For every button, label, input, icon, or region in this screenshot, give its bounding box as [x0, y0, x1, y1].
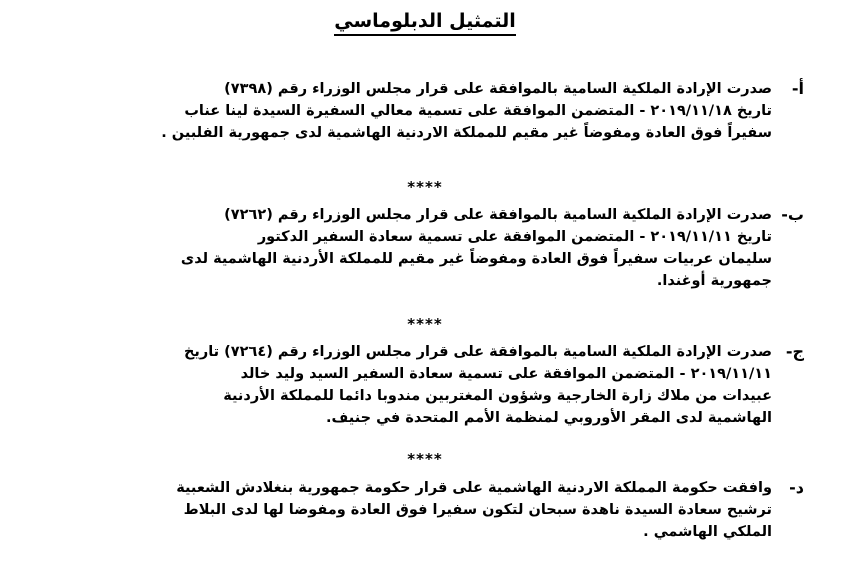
paragraph-line: ترشيح سعادة السيدة ناهدة سبحان لتكون سفيرا فوق العادة ومفوضا لها لدى البلاط — [183, 502, 772, 518]
paragraph-line: صدرت الإرادة الملكية السامية بالموافقة على قرار مجلس الوزراء رقم (٧٣٩٨) — [224, 81, 772, 97]
paragraph-line: الملكي الهاشمي . — [643, 524, 772, 540]
paragraph-marker: أ- — [791, 79, 804, 98]
paragraph-line: صدرت الإرادة الملكية السامية بالموافقة على قرار مجلس الوزراء رقم (٧٢٦٤) تاريخ — [183, 344, 772, 360]
paragraph-b — [72, 204, 804, 292]
paragraph-line: جمهورية أوغندا. — [656, 273, 772, 289]
paragraph-line: الهاشمية لدى المقر الأوروبي لمنظمة الأمم المتحدة في جنيف. — [326, 410, 772, 426]
page-title: التمثيل الدبلوماسي — [0, 10, 850, 32]
paragraph-marker: ب- — [781, 205, 804, 224]
paragraph-c — [72, 341, 804, 429]
paragraph-d — [72, 477, 804, 543]
paragraph-marker: د- — [789, 478, 804, 497]
paragraph-line: تاريخ ٢٠١٩/١١/١١ - المتضمن الموافقة على تسمية سعادة السفير الدكتور — [257, 229, 772, 245]
paragraph-line: تاريخ ٢٠١٩/١١/١٨ - المتضمن الموافقة على تسمية معالي السفيرة السيدة لينا عناب — [184, 103, 772, 119]
separator: **** — [407, 450, 443, 468]
paragraph-line: وافقت حكومة المملكة الاردنية الهاشمية على قرار حكومة جمهورية بنغلادش الشعبية — [176, 480, 772, 496]
separator: **** — [407, 315, 443, 333]
paragraph-a — [72, 78, 804, 144]
separator: **** — [407, 178, 443, 196]
paragraph-line: ٢٠١٩/١١/١١ - المتضمن الموافقة على تسمية سعادة السفير السيد وليد خالد — [240, 366, 772, 382]
paragraph-marker: ج- — [785, 342, 804, 361]
paragraph-line: صدرت الإرادة الملكية السامية بالموافقة على قرار مجلس الوزراء رقم (٧٢٦٢) — [224, 207, 772, 223]
paragraph-line: سفيراً فوق العادة ومفوضاً غير مقيم للمملكة الاردنية الهاشمية لدى جمهورية الفلبين . — [161, 125, 772, 141]
paragraph-line: سليمان عربيات سفيراً فوق العادة ومفوضاً غير مقيم للمملكة الأردنية الهاشمية لدى — [180, 251, 772, 267]
paragraph-line: عبيدات من ملاك زارة الخارجية وشؤون المغتربين مندوبا دائما للمملكة الأردنية — [223, 388, 772, 404]
